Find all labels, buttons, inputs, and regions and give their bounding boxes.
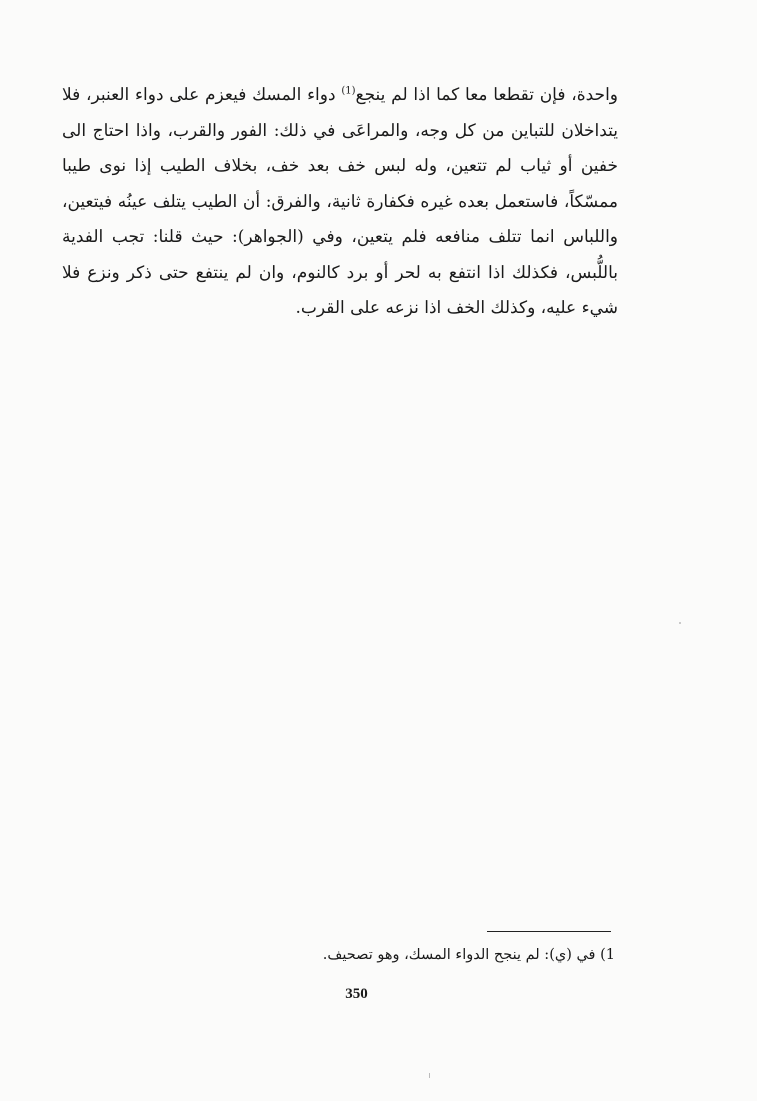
text-line-6: باللُّبس، فكذلك اذا انتفع به لحر أو برد كالنوم، وان لم ينتفع حتى ذكر ونزع فلا	[62, 262, 618, 283]
text-line-3: خفين أو ثياب لم تتعين، وله لبس خف بعد خف، بخلاف الطيب إذا نوى طيبا	[62, 156, 618, 176]
footnote-divider	[487, 931, 611, 932]
body-paragraph	[62, 78, 618, 327]
text-line-2: يتداخلان للتباين من كل وجه، والمراعَى في ذلك: الفور والقرب، واذا احتاج الى	[62, 120, 618, 141]
footnote-reference: (1)	[341, 85, 356, 97]
text-line-5: واللباس انما تتلف منافعه فلم يتعين، وفي (الجواهر): حيث قلنا: تجب الفدية	[62, 227, 618, 247]
scan-speck	[679, 622, 681, 624]
footnote: 1) في (ي): لم ينجح الدواء المسك، وهو تصحيف.	[322, 947, 615, 963]
scan-speck	[429, 1073, 430, 1078]
text-line-4: ممسّكاً، فاستعمل بعده غيره فكفارة ثانية، والفرق: أن الطيب يتلف عينُه فيتعين،	[62, 191, 618, 212]
text-line-7: شيء عليه، وكذلك الخف اذا نزعه على القرب.	[295, 298, 618, 318]
text-line-1: واحدة، فإن تقطعا معا كما اذا لم ينجع$^{(1)}$ دواء المسك فيعزم على دواء العنبر، فلا	[62, 85, 618, 105]
page-number: 350	[345, 986, 368, 1002]
